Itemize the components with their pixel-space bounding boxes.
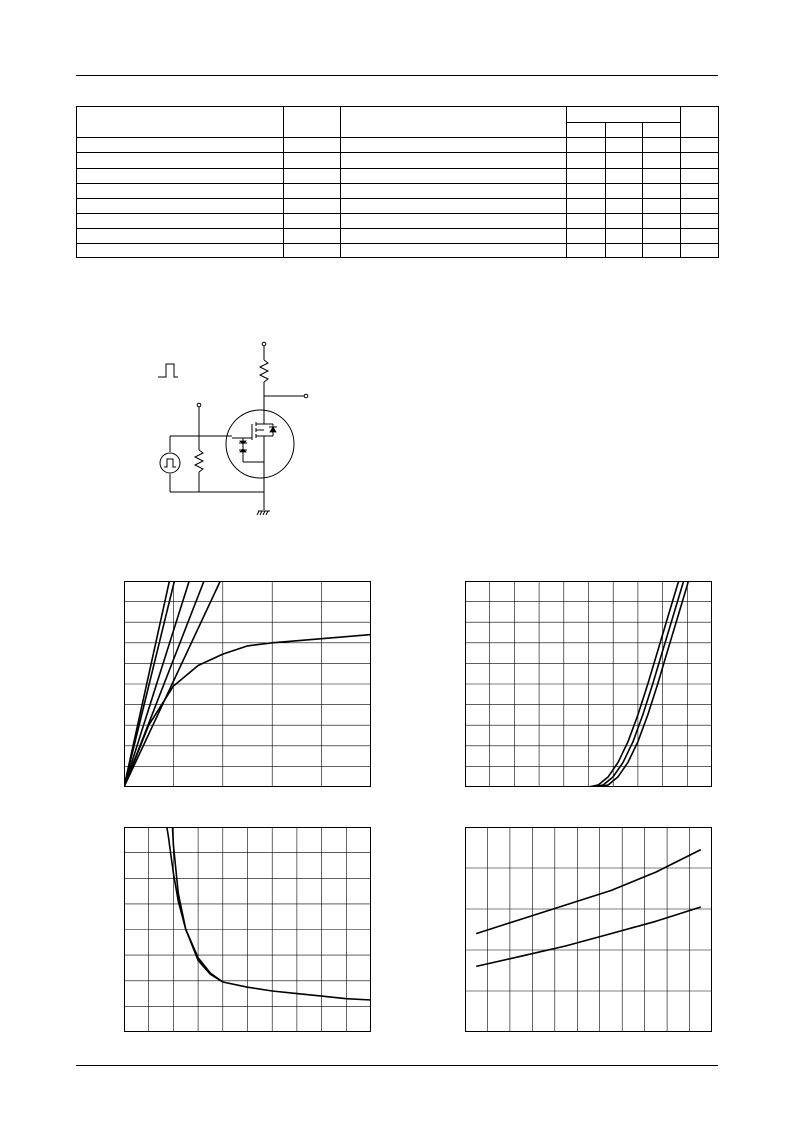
- graph-bottom-left: [124, 827, 371, 1032]
- graph-top-left: [124, 581, 371, 787]
- mosfet-icon: [226, 410, 294, 478]
- input-pulse-symbol: [158, 364, 178, 377]
- vout-terminal: [304, 394, 308, 398]
- series-line-6: [124, 635, 371, 787]
- footer-rule: [76, 1065, 718, 1066]
- vin-terminal: [197, 403, 201, 407]
- vdd-terminal: [262, 342, 266, 346]
- series-line-1: [166, 822, 371, 1000]
- series-line-2: [172, 822, 223, 982]
- series-line-3: [465, 567, 692, 787]
- series-line-1: [465, 556, 687, 787]
- graph-bottom-right: [465, 827, 712, 1032]
- switching-test-circuit: [150, 335, 320, 520]
- spec-table: [76, 106, 719, 258]
- graph-top-right: [465, 581, 712, 787]
- header-rule: [76, 75, 718, 76]
- plot-frame: [466, 828, 712, 1032]
- series-line-2: [465, 560, 690, 787]
- pulse-generator-icon: [160, 453, 180, 473]
- gate-resistor-icon: [195, 450, 203, 472]
- load-resistor-icon: [260, 360, 268, 382]
